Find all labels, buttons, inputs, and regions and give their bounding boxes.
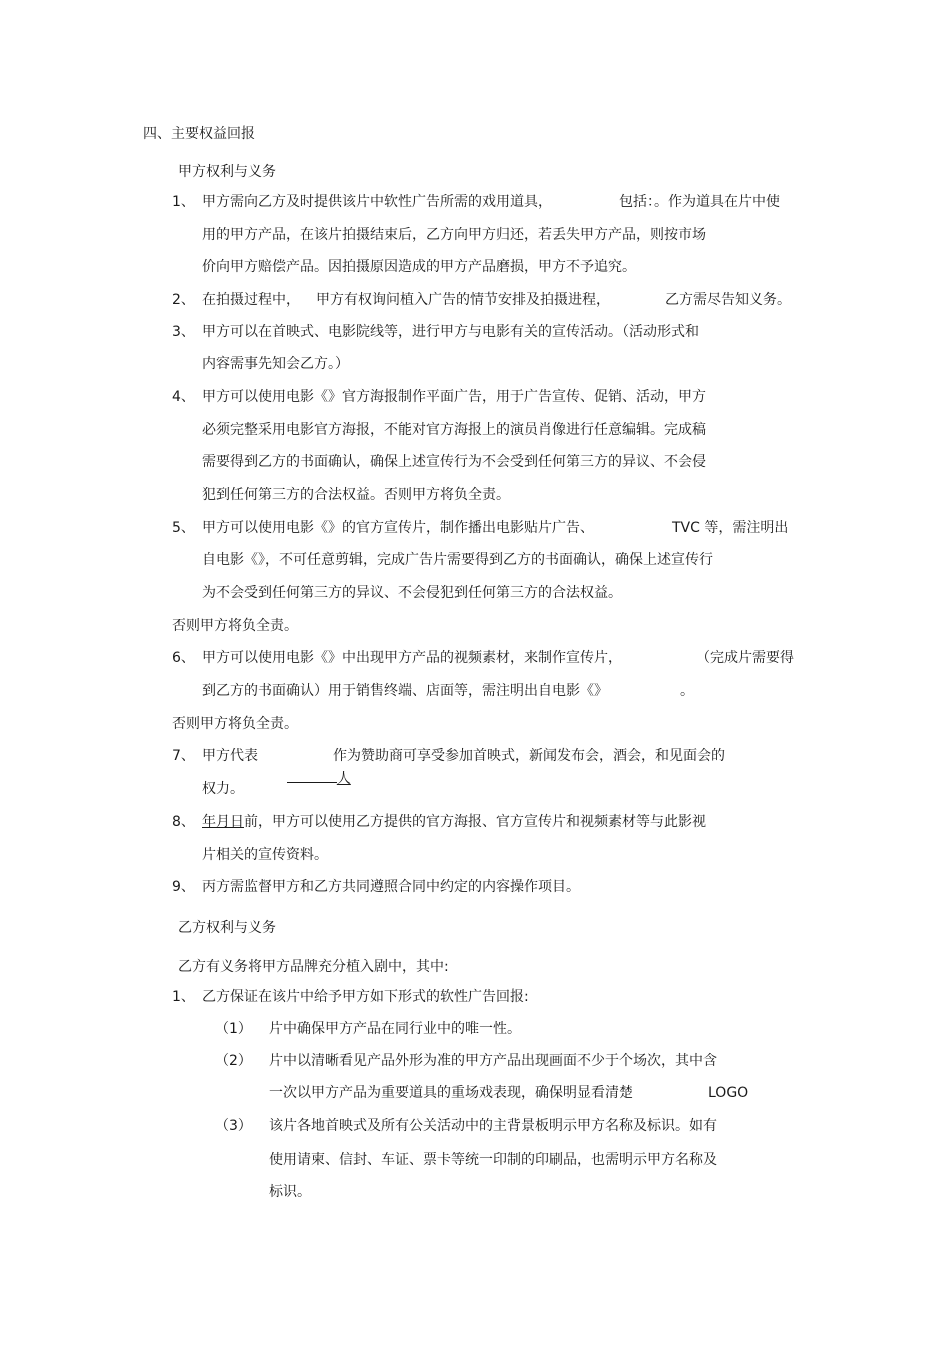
- clause-line: 必须完整采用电影官方海报，不能对官方海报上的演员肖像进行任意编辑。完成稿: [202, 422, 706, 438]
- clause-line: 否则甲方将负全责。: [172, 618, 298, 634]
- clause-line: 片中以清晰看见产品外形为准的甲方产品出现画面不少于个场次，其中含: [269, 1053, 717, 1069]
- clause-line: 到乙方的书面确认）用于销售终端、店面等，需注明出自电影《》: [202, 683, 608, 699]
- clause-line: 甲方代表: [202, 748, 258, 764]
- clause-line: （完成片需要得: [696, 650, 794, 666]
- clause-line: 前，甲方可以使用乙方提供的官方海报、官方宣传片和视频素材等与此影视: [244, 814, 706, 830]
- item-number: 1、: [172, 194, 195, 210]
- clause-line: 否则甲方将负全责。: [172, 716, 298, 732]
- clause-line: 甲方可以使用电影《》官方海报制作平面广告，用于广告宣传、促销、活动，甲方: [202, 389, 706, 405]
- clause-line: LOGO: [708, 1085, 749, 1101]
- item-number: 5、: [172, 520, 195, 536]
- clause-line: 内容需事先知会乙方。）: [202, 356, 349, 372]
- item-number: 7、: [172, 748, 195, 764]
- clause-line: 一次以甲方产品为重要道具的重场戏表现，确保明显看清楚: [269, 1085, 633, 1101]
- date-blank: 年月日: [202, 814, 244, 830]
- clause-line: 。: [680, 683, 694, 699]
- clause-line: 用的甲方产品，在该片拍摄结束后，乙方向甲方归还，若丢失甲方产品，则按市场: [202, 227, 706, 243]
- clause-line: 甲方有权询问植入广告的情节安排及拍摄进程，: [316, 292, 610, 308]
- section-title: 四、主要权益回报: [143, 126, 255, 142]
- blank-underline: [287, 766, 337, 783]
- clause-line: 甲方可以使用电影《》中出现甲方产品的视频素材，来制作宣传片，: [202, 650, 622, 666]
- clause-line: 甲方需向乙方及时提供该片中软性广告所需的戏用道具，: [202, 194, 552, 210]
- clause-line: 甲方可以在首映式、电影院线等，进行甲方与电影有关的宣传活动。（活动形式和: [202, 324, 699, 340]
- clause-line: 丙方需监督甲方和乙方共同遵照合同中约定的内容操作项目。: [202, 879, 580, 895]
- clause-line: 在拍摄过程中，: [202, 292, 300, 308]
- clause-line: 自电影《》，不可任意剪辑，完成广告片需要得到乙方的书面确认，确保上述宣传行: [202, 552, 713, 568]
- item-number: 3、: [172, 324, 195, 340]
- clause-line: 乙方保证在该片中给予甲方如下形式的软性广告回报:: [202, 989, 529, 1005]
- clause-line: 片中确保甲方产品在同行业中的唯一性。: [269, 1021, 521, 1037]
- clause-line: 需要得到乙方的书面确认，确保上述宣传行为不会受到任何第三方的异议、不会侵: [202, 454, 706, 470]
- party-a-heading: 甲方权利与义务: [178, 164, 276, 180]
- clause-line: 作为赞助商可享受参加首映式，新闻发布会，酒会，和见面会的: [333, 748, 725, 764]
- item-number: 2、: [172, 292, 195, 308]
- clause-line: TVC 等，需注明出: [672, 520, 789, 536]
- clause-line: 价向甲方赔偿产品。因拍摄原因造成的甲方产品磨损，甲方不予追究。: [202, 259, 636, 275]
- subitem-number: （1）: [215, 1021, 252, 1037]
- item-number: 4、: [172, 389, 195, 405]
- blank-suffix: 人: [336, 771, 351, 787]
- party-b-heading: 乙方权利与义务: [178, 920, 276, 936]
- clause-line: 片相关的宣传资料。: [202, 847, 328, 863]
- subitem-number: （3）: [215, 1118, 252, 1134]
- clause-line: 为不会受到任何第三方的异议、不会侵犯到任何第三方的合法权益。: [202, 585, 622, 601]
- clause-line: 甲方可以使用电影《》的官方宣传片，制作播出电影贴片广告、: [202, 520, 594, 536]
- item-number: 9、: [172, 879, 195, 895]
- clause-line: 乙方需尽告知义务。: [665, 292, 791, 308]
- party-b-intro: 乙方有义务将甲方品牌充分植入剧中，其中:: [178, 959, 449, 975]
- clause-line: 该片各地首映式及所有公关活动中的主背景板明示甲方名称及标识。如有: [269, 1118, 717, 1134]
- clause-line: 权力。: [202, 781, 244, 797]
- item-number: 8、: [172, 814, 195, 830]
- item-number: 6、: [172, 650, 195, 666]
- clause-line: 犯到任何第三方的合法权益。否则甲方将负全责。: [202, 487, 510, 503]
- clause-line: 包括：。作为道具在片中使: [619, 194, 780, 210]
- subitem-number: （2）: [215, 1053, 252, 1069]
- clause-line: 使用请柬、信封、车证、票卡等统一印制的印刷品，也需明示甲方名称及: [269, 1152, 717, 1168]
- clause-line: 标识。: [269, 1184, 311, 1200]
- item-number: 1、: [172, 989, 195, 1005]
